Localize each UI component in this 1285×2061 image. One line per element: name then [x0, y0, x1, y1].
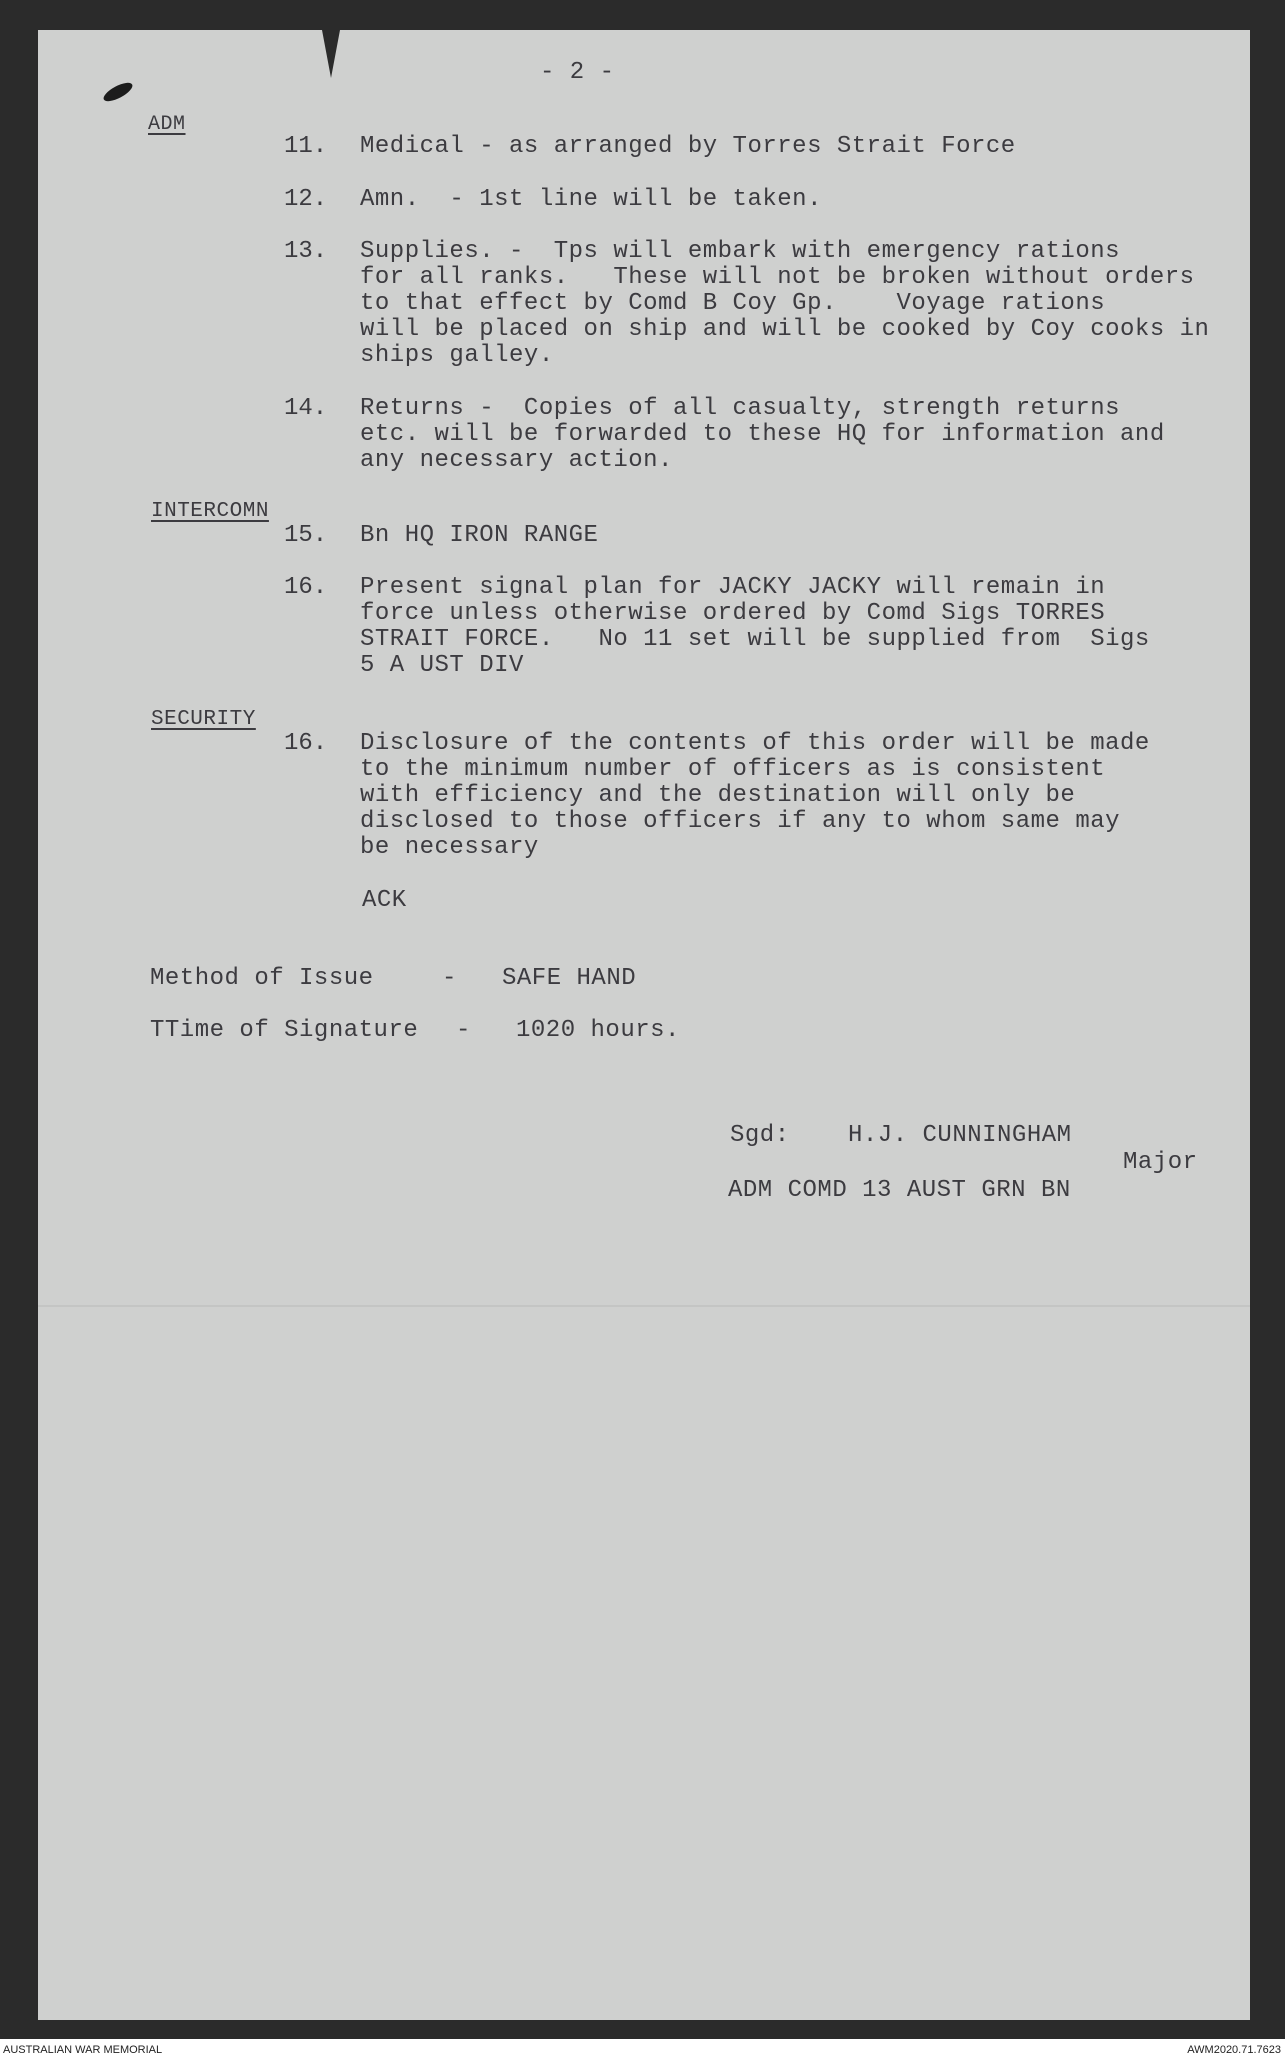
signature-time-dash: - [456, 1017, 471, 1044]
paragraph-number: 12. [284, 186, 328, 213]
archive-footer [0, 2039, 1285, 2061]
paragraph-number: 14. [284, 395, 328, 422]
section-heading-adm: ADM [148, 113, 186, 136]
paragraph-number: 13. [284, 238, 328, 265]
ack-label: ACK [362, 887, 407, 914]
paper-notch [322, 30, 340, 78]
archive-reference: AWM2020.71.7623 [1187, 2044, 1281, 2056]
issue-value: SAFE HAND [502, 965, 637, 992]
issue-label: Method of Issue [150, 965, 374, 992]
document-page [38, 30, 1250, 2020]
page-number: - 2 - [540, 59, 615, 86]
paragraph-text: Medical - as arranged by Torres Strait Force [360, 133, 1016, 160]
archive-name: AUSTRALIAN WAR MEMORIAL [3, 2044, 163, 2056]
signature-time-value: 1020 hours. [516, 1017, 680, 1044]
paragraph-number: 15. [284, 522, 328, 549]
signatory-appointment: ADM COMD 13 AUST GRN BN [728, 1177, 1071, 1204]
signatory-rank: Major [1123, 1149, 1198, 1176]
paragraph-number: 16. [284, 574, 328, 601]
fold-line [38, 1305, 1250, 1307]
paragraph-text: Supplies. - Tps will embark with emergency rations for all ranks. These will not be broken without orders to that effect by Comd B Coy Gp. Voyage rations will be placed on ship and will be cooked by Coy cooks in ships galley. [360, 238, 1210, 369]
signature-time-label: TTime of Signature [150, 1017, 419, 1044]
signatory-name: H.J. CUNNINGHAM [848, 1122, 1072, 1149]
paragraph-text: Disclosure of the contents of this order will be made to the minimum number of officers as is consistent with efficiency and the destination will only be disclosed to those officers if any to whom same may be necessary [360, 730, 1150, 861]
ink-mark [101, 79, 135, 105]
paragraph-number: 11. [284, 133, 328, 160]
paragraph-text: Returns - Copies of all casualty, strength returns etc. will be forwarded to these HQ for information and any necessary action. [360, 395, 1165, 474]
paragraph-text: Amn. - 1st line will be taken. [360, 186, 822, 213]
section-heading-security: SECURITY [151, 708, 256, 731]
paragraph-number: 16. [284, 730, 328, 757]
paragraph-text: Present signal plan for JACKY JACKY will remain in force unless otherwise ordered by Comd Sigs TORRES STRAIT FORCE. No 11 set will be supplied from Sigs 5 A UST DIV [360, 574, 1150, 679]
paragraph-text: Bn HQ IRON RANGE [360, 522, 599, 549]
sgd-label: Sgd: [730, 1122, 790, 1149]
issue-dash: - [442, 965, 457, 992]
section-heading-intercomn: INTERCOMN [151, 500, 269, 523]
